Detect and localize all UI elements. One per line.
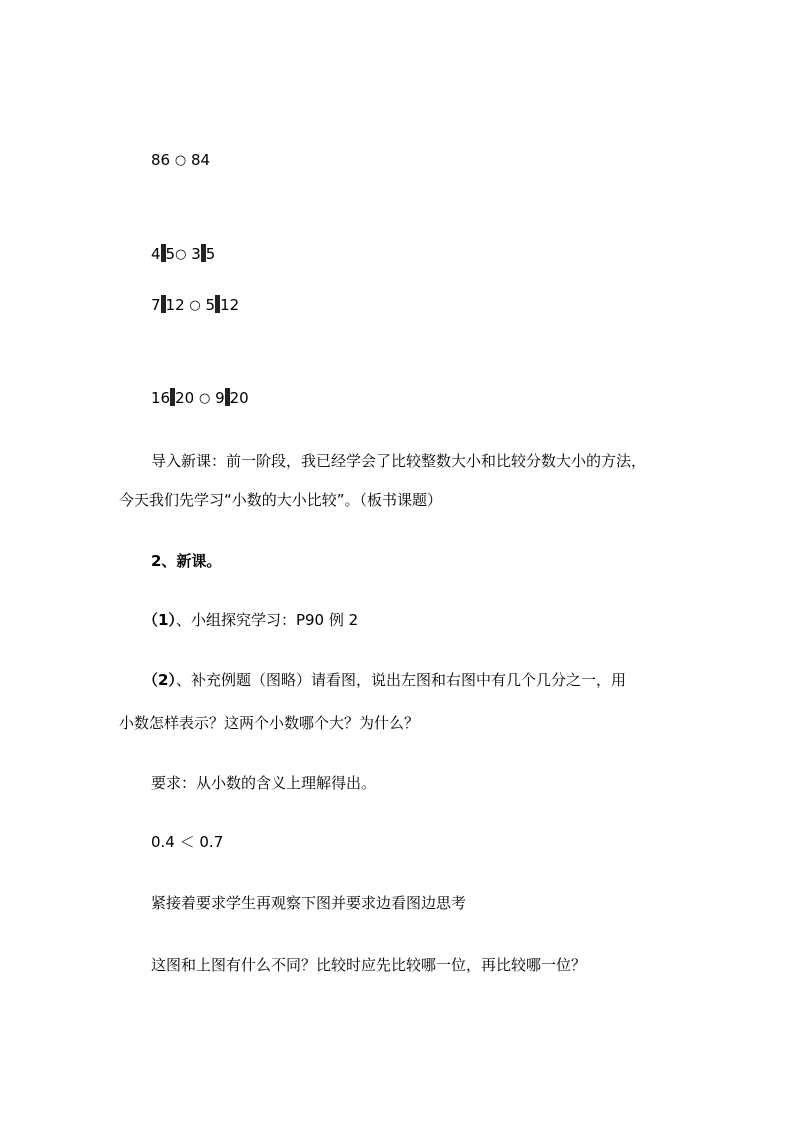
frac-numerator: 7: [151, 296, 161, 314]
fraction-comparison-3: [151, 388, 249, 409]
frac-denominator: 5: [165, 245, 176, 263]
frac-denominator: 12: [220, 296, 240, 314]
item-2-line-2: 小数怎样表示？这两个小数哪个大？为什么？: [119, 714, 420, 732]
frac-numerator: 4: [151, 245, 161, 263]
whole-right: 84: [191, 151, 211, 169]
frac-numerator: 5: [205, 296, 216, 314]
compare-circle: ○: [198, 391, 211, 406]
item-number: （1）: [143, 611, 176, 629]
item-number: （2）: [143, 671, 176, 689]
question-text: 这图和上图有什么不同？比较时应先比较哪一位，再比较哪一位？: [151, 956, 587, 974]
decimal-inequality: 0.4 ＜ 0.7: [151, 833, 224, 851]
fraction-comparison-1: [151, 244, 215, 265]
frac-denominator: 12: [165, 296, 185, 314]
item-text: 、小组探究学习：P90 例 2: [175, 611, 359, 629]
intro-line-1: 导入新课：前一阶段，我已经学会了比较整数大小和比较分数大小的方法，: [151, 452, 647, 470]
frac-numerator: 3: [191, 245, 201, 263]
compare-circle: ○: [174, 153, 187, 168]
compare-circle: ○: [175, 247, 187, 262]
requirement-text: 要求：从小数的含义上理解得出。: [151, 774, 377, 792]
fraction-comparison-2: [151, 295, 239, 316]
item-text: 、补充例题（图略）请看图，说出左图和右图中有几个几分之一，用: [175, 671, 626, 689]
frac-numerator: 16: [151, 389, 171, 407]
frac-denominator: 20: [229, 389, 249, 407]
frac-denominator: 20: [175, 389, 195, 407]
item-2: [143, 670, 626, 690]
next-step-text: 紧接着要求学生再观察下图并要求边看图边思考: [151, 894, 467, 912]
compare-circle: ○: [189, 298, 201, 313]
item-1: [143, 610, 358, 630]
frac-numerator: 9: [215, 389, 225, 407]
section-heading: 2、新课。: [151, 552, 222, 570]
whole-number-comparison: [151, 150, 210, 171]
intro-line-2: 今天我们先学习“小数的大小比较”。（板书课题）: [119, 491, 443, 509]
frac-denominator: 5: [205, 245, 216, 263]
whole-left: 86: [151, 151, 171, 169]
